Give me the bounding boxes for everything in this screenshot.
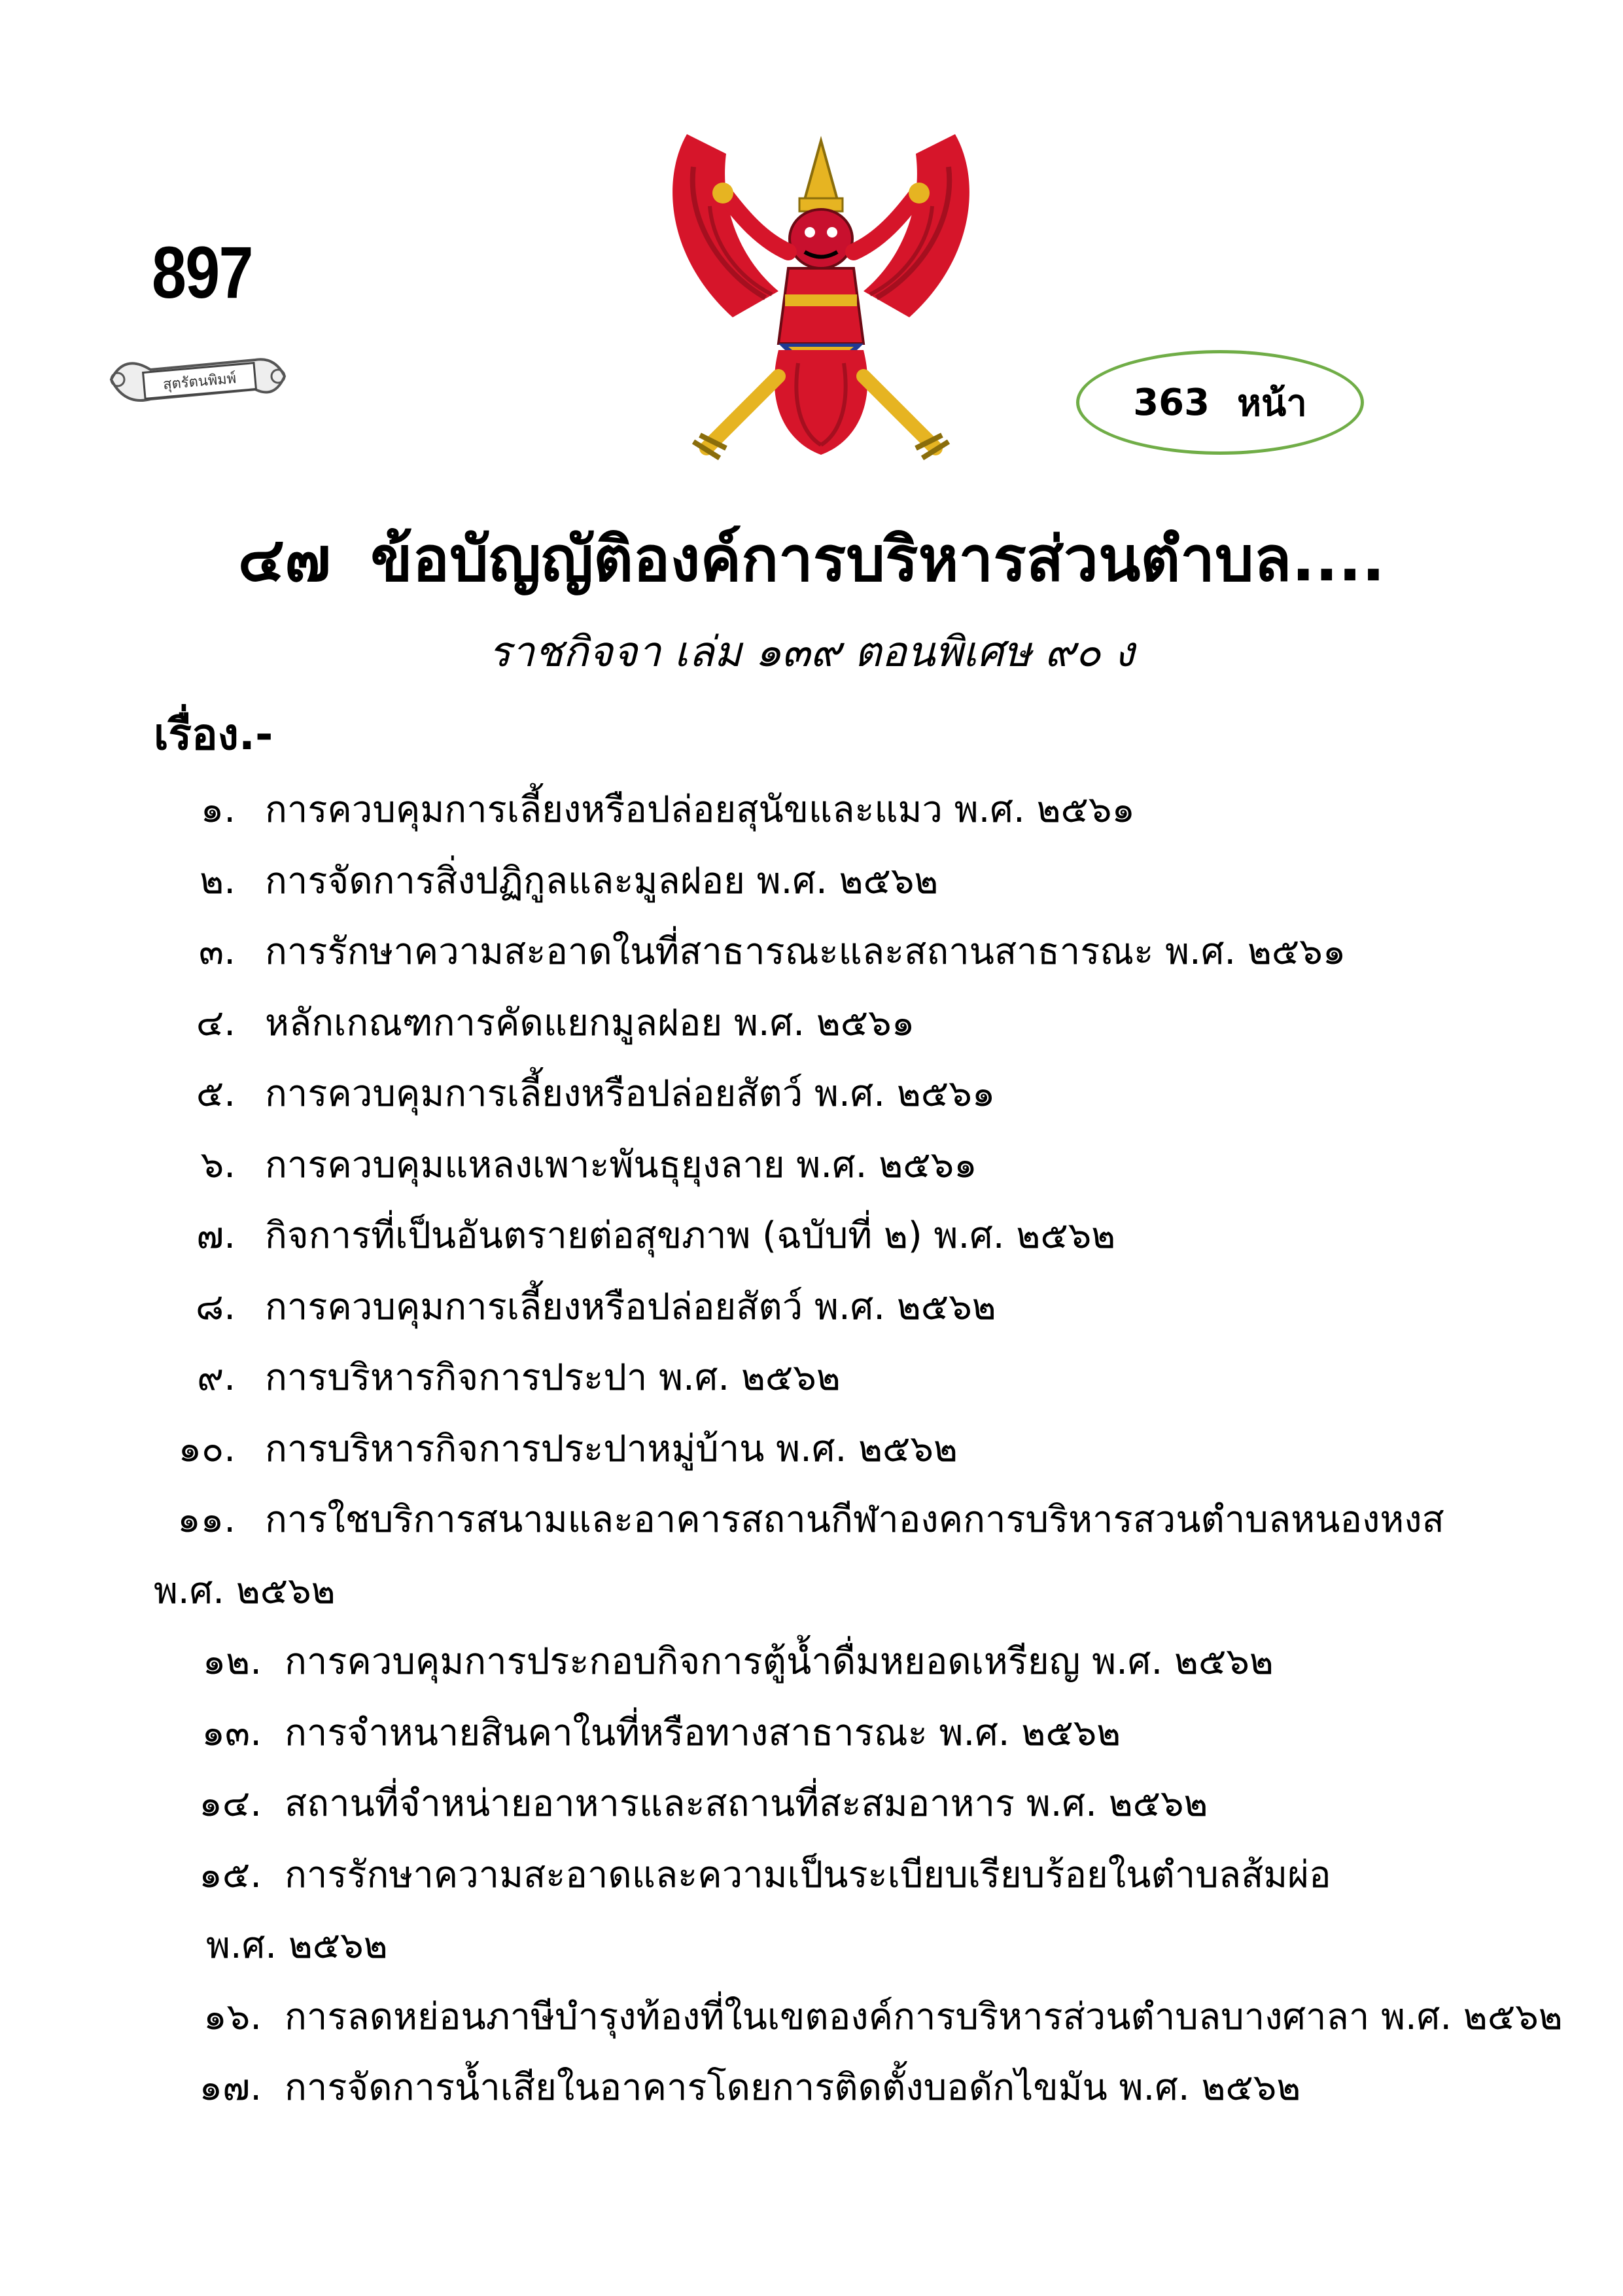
- page-count-value: 363: [1133, 381, 1210, 424]
- list-item-number: ๓.: [198, 930, 236, 973]
- list-item-number: ๑๗.: [199, 2066, 262, 2109]
- stamp-seal-icon: [98, 340, 294, 412]
- list-item-continuation: พ.ศ. ๒๕๖๒: [206, 1924, 388, 1967]
- list-item-text: การจัดการน้ำเสียในอาคารโดยการติดตั้งบอดักไขมัน พ.ศ. ๒๕๖๒: [285, 2066, 1301, 2109]
- list-item-number: ๑๐.: [178, 1427, 236, 1470]
- page-count-badge: [1076, 350, 1364, 455]
- list-item-text: การใชบริการสนามและอาคารสถานกีฬาองคการบริหารสวนตำบลหนองหงส: [265, 1498, 1444, 1541]
- list-item-number: ๑๑.: [177, 1498, 236, 1541]
- garuda-emblem-icon: [648, 128, 994, 471]
- list-item-number: ๙.: [197, 1356, 236, 1399]
- list-item-text: การรักษาความสะอาดในที่สาธารณะและสถานสาธารณะ พ.ศ. ๒๕๖๑: [265, 930, 1346, 973]
- title-text: ข้อบัญญัติองค์การบริหารส่วนตำบล....: [370, 524, 1386, 595]
- list-item-number: ๑๒.: [202, 1640, 262, 1683]
- subject-heading: เรื่อง.-: [154, 709, 273, 760]
- list-item-number: ๖.: [200, 1143, 236, 1186]
- svg-text:สุตรัตนพิมพ์: สุตรัตนพิมพ์: [162, 370, 237, 393]
- title-number: ๔๗: [237, 524, 331, 595]
- list-item-text: การควบคุมแหลงเพาะพันธุยุงลาย พ.ศ. ๒๕๖๑: [265, 1143, 977, 1186]
- list-item-number: ๕.: [196, 1072, 236, 1115]
- list-item-number: ๑๕.: [199, 1853, 262, 1896]
- page-number: 897: [152, 232, 253, 313]
- list-item-text: การควบคุมการประกอบกิจการตู้น้ำดื่มหยอดเหรียญ พ.ศ. ๒๕๖๒: [285, 1640, 1274, 1683]
- list-item-text: การควบคุมการเลี้ยงหรือปล่อยสัตว์ พ.ศ. ๒๕๖๑: [265, 1072, 996, 1115]
- gazette-reference: ราชกิจจา เล่ม ๑๓๙ ตอนพิเศษ ๙๐ ง: [488, 628, 1135, 677]
- list-item-text: การจัดการสิ่งปฏิกูลและมูลฝอย พ.ศ. ๒๕๖๒: [265, 859, 939, 902]
- list-item-text: การควบคุมการเลี้ยงหรือปล่อยสุนัขและแมว พ.ศ. ๒๕๖๑: [265, 788, 1135, 831]
- list-item-number: ๑๓.: [201, 1711, 262, 1754]
- document-title: [0, 510, 1623, 608]
- page-count-unit: หน้า: [1237, 381, 1307, 425]
- list-item-number: ๗.: [196, 1214, 236, 1257]
- list-item-text: การบริหารกิจการประปาหมู่บ้าน พ.ศ. ๒๕๖๒: [265, 1427, 958, 1470]
- list-item-number: ๑๔.: [199, 1782, 262, 1825]
- list-item-number: ๔.: [196, 1001, 236, 1044]
- list-item-number: ๘.: [195, 1285, 236, 1328]
- list-item-text: กิจการที่เป็นอันตรายต่อสุขภาพ (ฉบับที่ ๒) พ.ศ. ๒๕๖๒: [265, 1214, 1116, 1257]
- list-item-text: การบริหารกิจการประปา พ.ศ. ๒๕๖๒: [265, 1356, 841, 1399]
- list-item-number: ๒.: [200, 859, 236, 902]
- list-item-text: การควบคุมการเลี้ยงหรือปล่อยสัตว์ พ.ศ. ๒๕๖๒: [265, 1285, 996, 1328]
- list-item-text: การรักษาความสะอาดและความเป็นระเบียบเรียบร้อยในตำบลส้มผ่อ: [285, 1853, 1331, 1896]
- list-item-text: การลดหย่อนภาษีบำรุงท้องที่ในเขตองค์การบริหารส่วนตำบลบางศาลา พ.ศ. ๒๕๖๒: [285, 1995, 1563, 2038]
- list-item-number: ๑๖.: [203, 1995, 262, 2038]
- list-item-continuation: พ.ศ. ๒๕๖๒: [154, 1569, 336, 1612]
- list-item-text: หลักเกณฑการคัดแยกมูลฝอย พ.ศ. ๒๕๖๑: [265, 1001, 915, 1044]
- list-item-text: สถานที่จำหน่ายอาหารและสถานที่สะสมอาหาร พ.ศ. ๒๕๖๒: [285, 1782, 1208, 1825]
- list-item-number: ๑.: [200, 788, 236, 831]
- list-item-text: การจำหนายสินคาในที่หรือทางสาธารณะ พ.ศ. ๒๕๖๒: [285, 1711, 1121, 1754]
